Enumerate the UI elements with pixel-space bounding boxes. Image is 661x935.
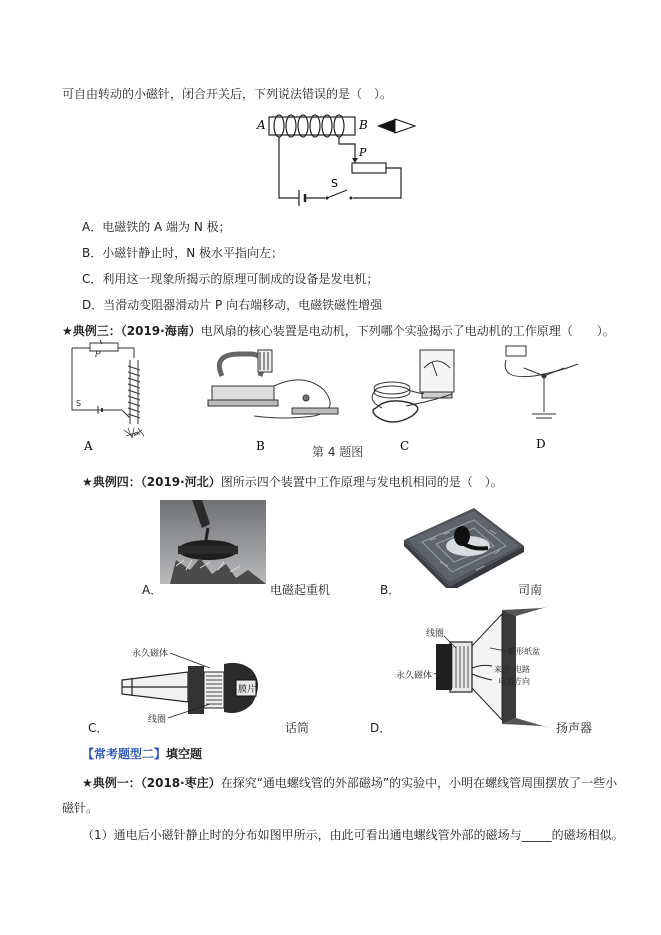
- example-three: [62, 323, 615, 339]
- speaker-label-signal-3: 电流方向: [498, 677, 530, 686]
- speaker-diagram: [394, 606, 558, 728]
- figure-a-s: S: [76, 399, 82, 408]
- example-four-text: 图所示四个装置中工作原理与发电机相同的是（ ）。: [220, 475, 503, 489]
- option-b-letter: B．: [380, 583, 401, 597]
- compass-needle: [377, 119, 415, 133]
- example-three-head: ★典例三：（2019·海南）: [62, 324, 201, 338]
- example-four-head: ★典例四：（2019·河北）: [82, 475, 221, 489]
- option-c: C．利用这一现象所揭示的原理可制成的设备是发电机；: [82, 272, 379, 286]
- speaker-label-cone: 锥形纸盆: [508, 647, 540, 656]
- option-d-letter: D．: [370, 721, 392, 735]
- section-title: 填空题: [166, 747, 203, 761]
- microphone-diagram: [118, 644, 280, 728]
- example-three-text: 电风扇的核心装置是电动机，下列哪个实验揭示了电动机的工作原理（ ）。: [200, 324, 615, 338]
- figure-a: [72, 340, 140, 424]
- question-intro: 可自由转动的小磁针，闭合开关后，下列说法错误的是（ ）。: [62, 87, 393, 101]
- figure-d: [505, 346, 578, 418]
- speaker-label-signal-1: 来自: [494, 665, 510, 674]
- mic-label-magnet: 永久磁体: [132, 649, 169, 659]
- electromagnetic-crane-photo: [160, 500, 266, 584]
- label-b: B: [359, 118, 368, 132]
- figure-d-label: D: [536, 437, 546, 451]
- label-a: A: [257, 118, 266, 132]
- figure-b: [208, 350, 338, 418]
- example-one-text: 在探究“通电螺线管的外部磁场”的实验中，小明在螺线管周围摆放了一些小: [220, 776, 618, 790]
- speaker-label-signal-2: 电路: [514, 665, 530, 674]
- switch: [327, 190, 347, 198]
- rheostat: [352, 163, 386, 173]
- figure-a-p: P: [95, 350, 101, 360]
- mic-label-film: 膜片: [238, 685, 257, 695]
- option-b: B．小磁针静止时，N 极水平指向左；: [82, 246, 284, 260]
- sinan-compass-photo: [400, 500, 526, 588]
- example-four: [82, 474, 503, 490]
- option-b-name: 司南: [518, 583, 543, 597]
- iron-core: [269, 117, 355, 135]
- option-d: D．当滑动变阻器滑动片 P 向右端移动，电磁铁磁性增强: [82, 298, 383, 312]
- option-c-letter: C．: [88, 721, 109, 735]
- speaker-label-magnet: 永久磁体: [396, 671, 433, 681]
- label-p: P: [359, 146, 367, 159]
- iron-filings: [124, 428, 144, 438]
- figure-b-label: B: [256, 439, 265, 453]
- figure-c-label: C: [400, 439, 410, 453]
- question-one-tail: 的磁场相似。: [551, 828, 624, 842]
- question-one: [82, 827, 624, 843]
- figure-a-label: A: [84, 439, 93, 453]
- question-one-text: （1）通电后小磁针静止时的分布如图甲所示，由此可看出通电螺线管外部的磁场与: [82, 828, 522, 842]
- option-a-letter: A．: [142, 583, 163, 597]
- figure-c: [372, 350, 454, 422]
- coil: [274, 115, 344, 137]
- example-one-head: ★典例一：（2018·枣庄）: [82, 776, 221, 790]
- example-one-text-2: 磁针。: [62, 801, 99, 815]
- motor-experiments-figure: [62, 338, 602, 458]
- mic-label-coil: 线圈: [148, 715, 167, 725]
- electromagnet-circuit-figure: [255, 106, 425, 206]
- section-bracket: 【常考题型二】: [82, 747, 167, 761]
- section-header: [82, 746, 202, 762]
- option-c-name: 话筒: [285, 721, 310, 735]
- option-a-name: 电磁起重机: [270, 583, 331, 597]
- option-d-name: 扬声器: [556, 721, 593, 735]
- speaker-label-coil: 线圈: [426, 629, 445, 639]
- figure-caption: 第 4 题图: [312, 445, 364, 458]
- label-s: S: [331, 177, 338, 190]
- fill-blank[interactable]: _____: [521, 828, 552, 842]
- example-one: [82, 775, 617, 791]
- option-a: A．电磁铁的 A 端为 N 极；: [82, 220, 231, 234]
